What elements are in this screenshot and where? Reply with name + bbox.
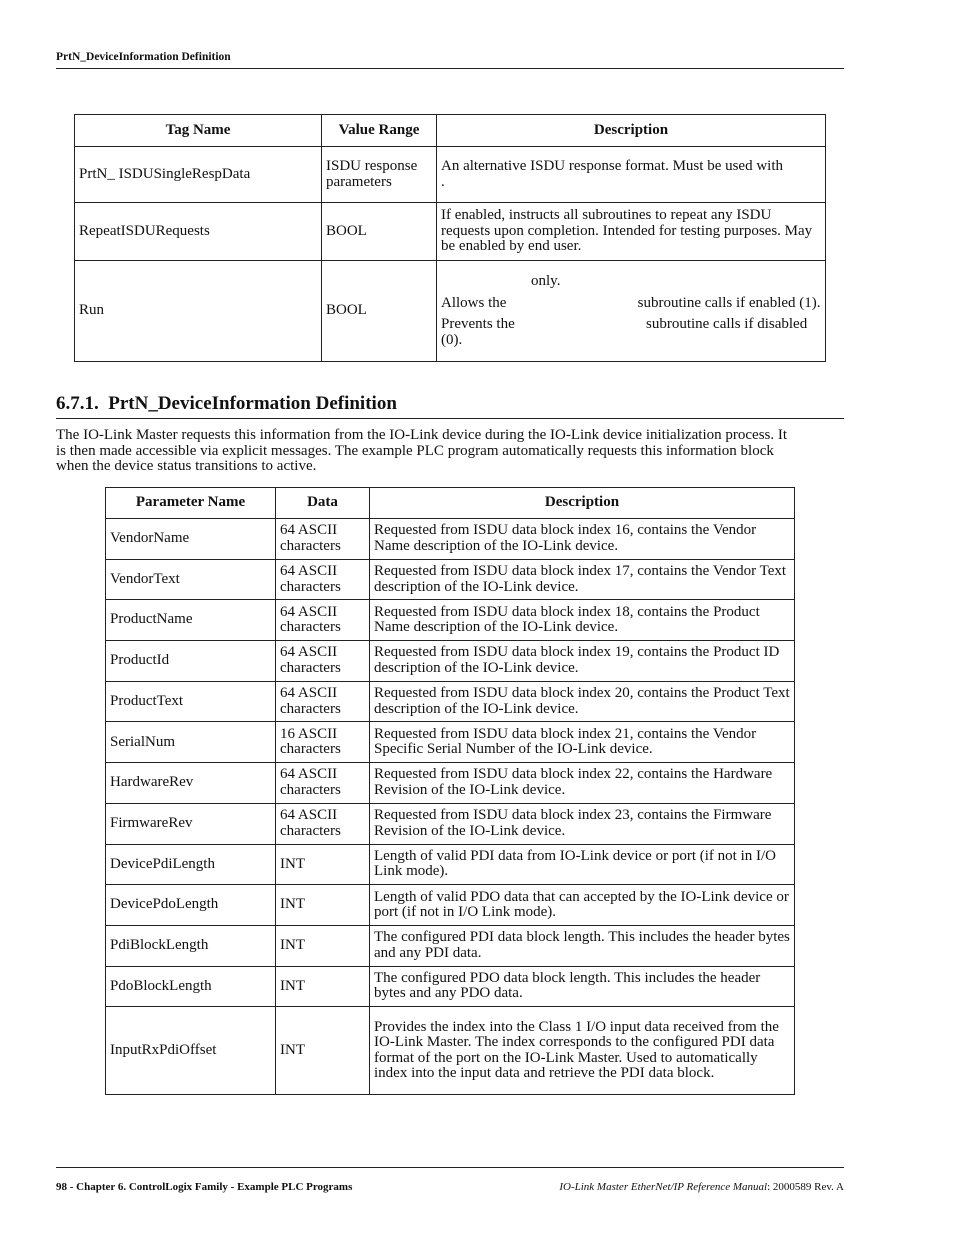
table-row [106, 722, 795, 763]
footer-rule [56, 1167, 844, 1168]
table-row [106, 600, 795, 641]
data-type-cell: INT [276, 885, 370, 926]
table-row [75, 147, 826, 203]
value-range-cell: ISDU response parameters [322, 147, 437, 203]
col-header-tag-name: Tag Name [75, 115, 322, 147]
running-header: PrtN_DeviceInformation Definition [56, 51, 231, 63]
description-cell: Requested from ISDU data block index 23, contains the Firmware Revision of the IO-Link device. [370, 803, 795, 844]
table-row [106, 966, 795, 1007]
table-row [106, 1007, 795, 1095]
parameter-name-cell: SerialNum [106, 722, 276, 763]
data-type-cell: 64 ASCII characters [276, 600, 370, 641]
description-cell: Requested from ISDU data block index 21, contains the Vendor Specific Serial Number of the IO-Link device. [370, 722, 795, 763]
tag-table [74, 114, 915, 362]
data-type-cell: 64 ASCII characters [276, 681, 370, 722]
description-cell: The configured PDI data block length. This includes the header bytes and any PDI data. [370, 925, 795, 966]
footer-manual-rev: : 2000589 Rev. A [767, 1181, 844, 1193]
description-cell: Requested from ISDU data block index 17, contains the Vendor Text description of the IO-Link device. [370, 559, 795, 600]
table-row [106, 681, 795, 722]
description-cell [437, 147, 915, 203]
description-line: If enabled, instructs all subroutines to repeat any ISDU requests upon completion. Intended for testing purposes. May be enabled by end user. [441, 207, 813, 255]
description-cell: Requested from ISDU data block index 19, contains the Product ID description of the IO-Link device. [370, 641, 795, 682]
table-row [106, 844, 795, 885]
footer-manual-title: IO-Link Master EtherNet/IP Reference Manual [559, 1181, 768, 1193]
section-title-text: PrtN_DeviceInformation Definition [108, 393, 397, 414]
col-header-value-range: Value Range [322, 115, 437, 147]
tag-name-cell: Run [75, 261, 322, 362]
description-cell: The configured PDO data block length. This includes the header bytes and any PDO data. [370, 966, 795, 1007]
description-cell: Requested from ISDU data block index 22, contains the Hardware Revision of the IO-Link device. [370, 763, 795, 804]
parameter-name-cell: PdiBlockLength [106, 925, 276, 966]
col-header-parameter-name: Parameter Name [106, 488, 276, 519]
parameter-name-cell: DevicePdoLength [106, 885, 276, 926]
table-row [75, 203, 826, 261]
section-intro: The IO-Link Master requests this information from the IO-Link device during the IO-Link device initialization process. It is then made accessible via explicit messages. The example PLC program automatically requests this information block when the device status transitions to active. [56, 427, 788, 474]
data-type-cell: INT [276, 844, 370, 885]
description-cell [437, 261, 826, 362]
col-header-data: Data [276, 488, 370, 519]
description-line: Allows the subroutine calls if enabled (1). [441, 294, 821, 311]
description-cell: Requested from ISDU data block index 20, contains the Product Text description of the IO-Link device. [370, 681, 795, 722]
tag-name-cell: PrtN_ ISDUSingleRespData [75, 147, 322, 203]
data-type-cell: 64 ASCII characters [276, 519, 370, 560]
table-row [106, 763, 795, 804]
table-row [106, 925, 795, 966]
description-line: only. [441, 273, 561, 289]
description-cell: Length of valid PDI data from IO-Link device or port (if not in I/O Link mode). [370, 844, 795, 885]
value-range-cell: BOOL [322, 261, 437, 362]
description-cell: Requested from ISDU data block index 18, contains the Product Name description of the IO-Link device. [370, 600, 795, 641]
parameter-name-cell: ProductId [106, 641, 276, 682]
parameter-name-cell: DevicePdiLength [106, 844, 276, 885]
table-row [106, 559, 795, 600]
description-cell: Provides the index into the Class 1 I/O input data received from the IO-Link Master. The index corresponds to the configured PDI data format of the port on the IO-Link Master. Used to automatically index into the input data and retrieve the PDI data block. [370, 1007, 795, 1095]
section-number: 6.7.1. [56, 393, 99, 414]
table-row [106, 519, 795, 560]
description-cell: Requested from ISDU data block index 16, contains the Vendor Name description of the IO-Link device. [370, 519, 795, 560]
parameter-name-cell: FirmwareRev [106, 803, 276, 844]
description-cell [437, 203, 826, 261]
table-row [106, 641, 795, 682]
footer-chapter: 98 - Chapter 6. ControlLogix Family - Example PLC Programs [56, 1181, 353, 1193]
table-row [75, 261, 826, 362]
value-range-cell: BOOL [322, 203, 437, 261]
parameter-table [105, 487, 795, 1095]
col-header-description: Description [437, 115, 826, 147]
section-title [56, 393, 397, 415]
parameter-name-cell: HardwareRev [106, 763, 276, 804]
data-type-cell: 64 ASCII characters [276, 641, 370, 682]
parameter-name-cell: PdoBlockLength [106, 966, 276, 1007]
parameter-name-cell: ProductText [106, 681, 276, 722]
description-line: Prevents the subroutine calls if disabled (0). [441, 316, 811, 348]
parameter-name-cell: VendorText [106, 559, 276, 600]
data-type-cell: 16 ASCII characters [276, 722, 370, 763]
parameter-name-cell: ProductName [106, 600, 276, 641]
parameter-name-cell: InputRxPdiOffset [106, 1007, 276, 1095]
data-type-cell: INT [276, 1007, 370, 1095]
table-row [106, 803, 795, 844]
description-cell: Length of valid PDO data that can accepted by the IO-Link device or port (if not in I/O Link mode). [370, 885, 795, 926]
tag-name-cell: RepeatISDURequests [75, 203, 322, 261]
footer-manual [559, 1181, 844, 1193]
section-rule [56, 418, 844, 419]
data-type-cell: 64 ASCII characters [276, 803, 370, 844]
data-type-cell: 64 ASCII characters [276, 763, 370, 804]
data-type-cell: INT [276, 966, 370, 1007]
parameter-table-header-row [106, 488, 795, 519]
tag-table-header-row [75, 115, 826, 147]
data-type-cell: 64 ASCII characters [276, 559, 370, 600]
parameter-name-cell: VendorName [106, 519, 276, 560]
description-line: An alternative ISDU response format. Must be used with . [441, 158, 915, 190]
table-row [106, 885, 795, 926]
header-rule [56, 68, 844, 69]
data-type-cell: INT [276, 925, 370, 966]
col-header-description: Description [370, 488, 795, 519]
